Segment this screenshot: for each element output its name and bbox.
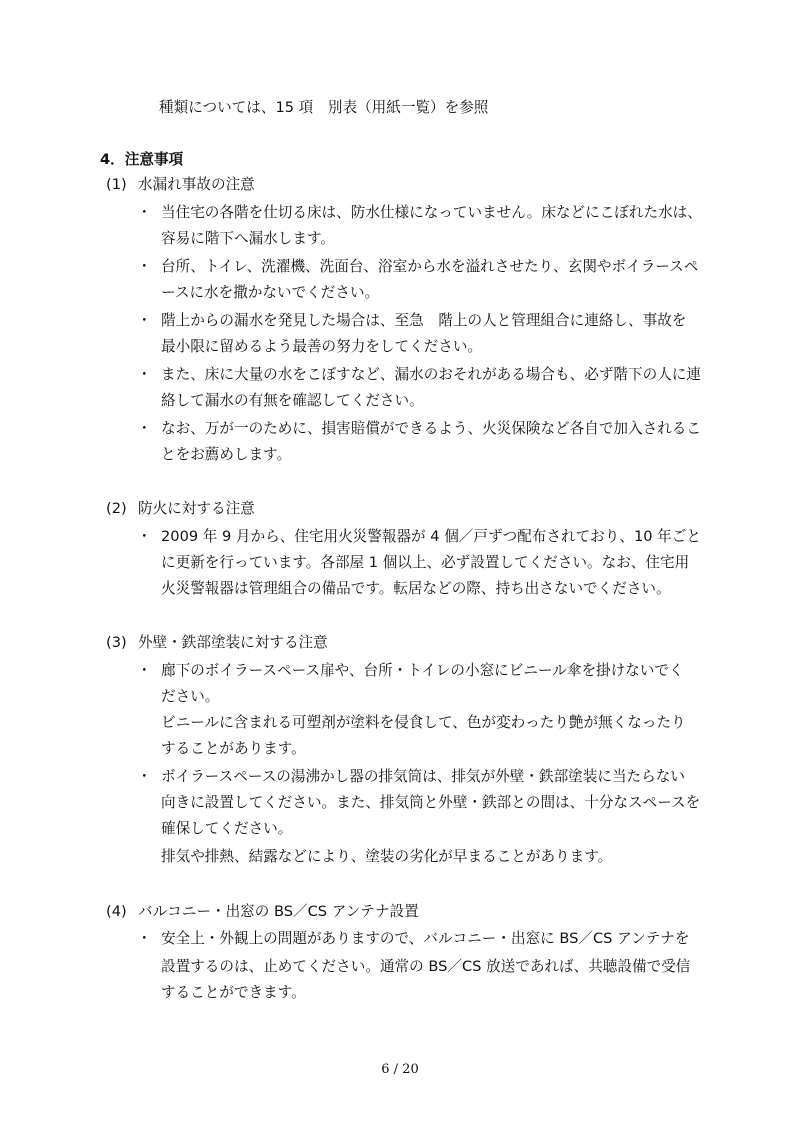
paragraph-line: 安全上・外観上の問題がありますので、バルコニー・出窓に BS／CS アンテナを bbox=[161, 930, 690, 947]
bullet-marker: ・ bbox=[137, 528, 152, 545]
subsection-2-number: (2) bbox=[106, 500, 127, 517]
paragraph-line: ボイラースペースの湯沸かし器の排気筒は、排気が外壁・鉄部塗装に当たらない bbox=[161, 768, 685, 785]
bullet-marker: ・ bbox=[137, 204, 152, 221]
paragraph-line: ースに水を撒かないでください。 bbox=[161, 284, 380, 301]
bullet-marker: ・ bbox=[137, 768, 152, 785]
subsection-4-number: (4) bbox=[106, 903, 127, 920]
paragraph-line: 容易に階下へ漏水します。 bbox=[161, 230, 335, 247]
page-number: 6 / 20 bbox=[381, 1062, 419, 1077]
section-number: 4． bbox=[100, 151, 125, 168]
subsection-1-number: (1) bbox=[106, 176, 127, 193]
section-title: 注意事項 bbox=[124, 151, 184, 168]
paragraph-line: また、床に大量の水をこぼすなど、漏水のおそれがある場合も、必ず階下の人に連 bbox=[161, 366, 701, 383]
paragraph-line: 火災警報器は管理組合の備品です。転居などの際、持ち出さないでください。 bbox=[161, 580, 671, 597]
bullet-marker: ・ bbox=[137, 662, 152, 679]
subsection-1-title: 水漏れ事故の注意 bbox=[138, 176, 255, 193]
paragraph-line: 排気や排熱、結露などにより、塗装の劣化が早まることがあります。 bbox=[161, 848, 613, 865]
paragraph-line: 階上からの漏水を発見した場合は、至急 階上の人と管理組合に連絡し、事故を bbox=[161, 312, 687, 329]
bullet-marker: ・ bbox=[137, 930, 152, 947]
paragraph-line: 確保してください。 bbox=[161, 820, 293, 837]
paragraph-line: ビニールに含まれる可塑剤が塗料を侵食して、色が変わったり艶が無くなったり bbox=[161, 714, 686, 731]
paragraph-line: 最小限に留めるよう最善の努力をしてください。 bbox=[161, 338, 483, 355]
paragraph-line: に更新を行っています。各部屋 1 個以上、必ず設置してください。なお、住宅用 bbox=[161, 554, 690, 571]
paragraph-line: 廊下のボイラースペース扉や、台所・トイレの小窓にビニール傘を掛けないでく bbox=[161, 662, 684, 679]
bullet-marker: ・ bbox=[137, 420, 152, 437]
section-heading bbox=[100, 150, 183, 170]
subsection-2-title: 防火に対する注意 bbox=[138, 500, 255, 517]
bullet-marker: ・ bbox=[137, 366, 152, 383]
paragraph-line: とをお薦めします。 bbox=[161, 446, 292, 463]
paragraph-line: 台所、トイレ、洗濯機、洗面台、浴室から水を溢れさせたり、玄関やボイラースペ bbox=[161, 258, 699, 275]
paragraph-line: なお、万が一のために、損害賠償ができるよう、火災保険など各自で加入されるこ bbox=[161, 420, 701, 437]
paragraph-line: 当住宅の各階を仕切る床は、防水仕様になっていません。床などにこぼれた水は、 bbox=[161, 204, 702, 221]
bullet-marker: ・ bbox=[137, 312, 152, 329]
paragraph-line: 絡して漏水の有無を確認してください。 bbox=[161, 392, 424, 409]
subsection-3-title: 外壁・鉄部塗装に対する注意 bbox=[138, 634, 328, 651]
subsection-4-title: バルコニー・出窓の BS／CS アンテナ設置 bbox=[138, 903, 419, 920]
paragraph-line: ださい。 bbox=[161, 688, 220, 705]
paragraph-line: 向きに設置してください。また、排気筒と外壁・鉄部との間は、十分なスペースを bbox=[161, 794, 701, 811]
paragraph-line: 2009 年 9 月から、住宅用火災警報器が 4 個／戸ずつ配布されており、10 年ごと bbox=[161, 528, 701, 545]
bullet-marker: ・ bbox=[137, 258, 152, 275]
intro-line: 種類については、15 項 別表（用紙一覧）を参照 bbox=[159, 99, 489, 116]
subsection-3-number: (3) bbox=[106, 634, 127, 651]
paragraph-line: することができます。 bbox=[161, 984, 306, 1001]
paragraph-line: することがあります。 bbox=[161, 740, 306, 757]
paragraph-line: 設置するのは、止めてください。通常の BS／CS 放送であれば、共聴設備で受信 bbox=[161, 958, 691, 975]
